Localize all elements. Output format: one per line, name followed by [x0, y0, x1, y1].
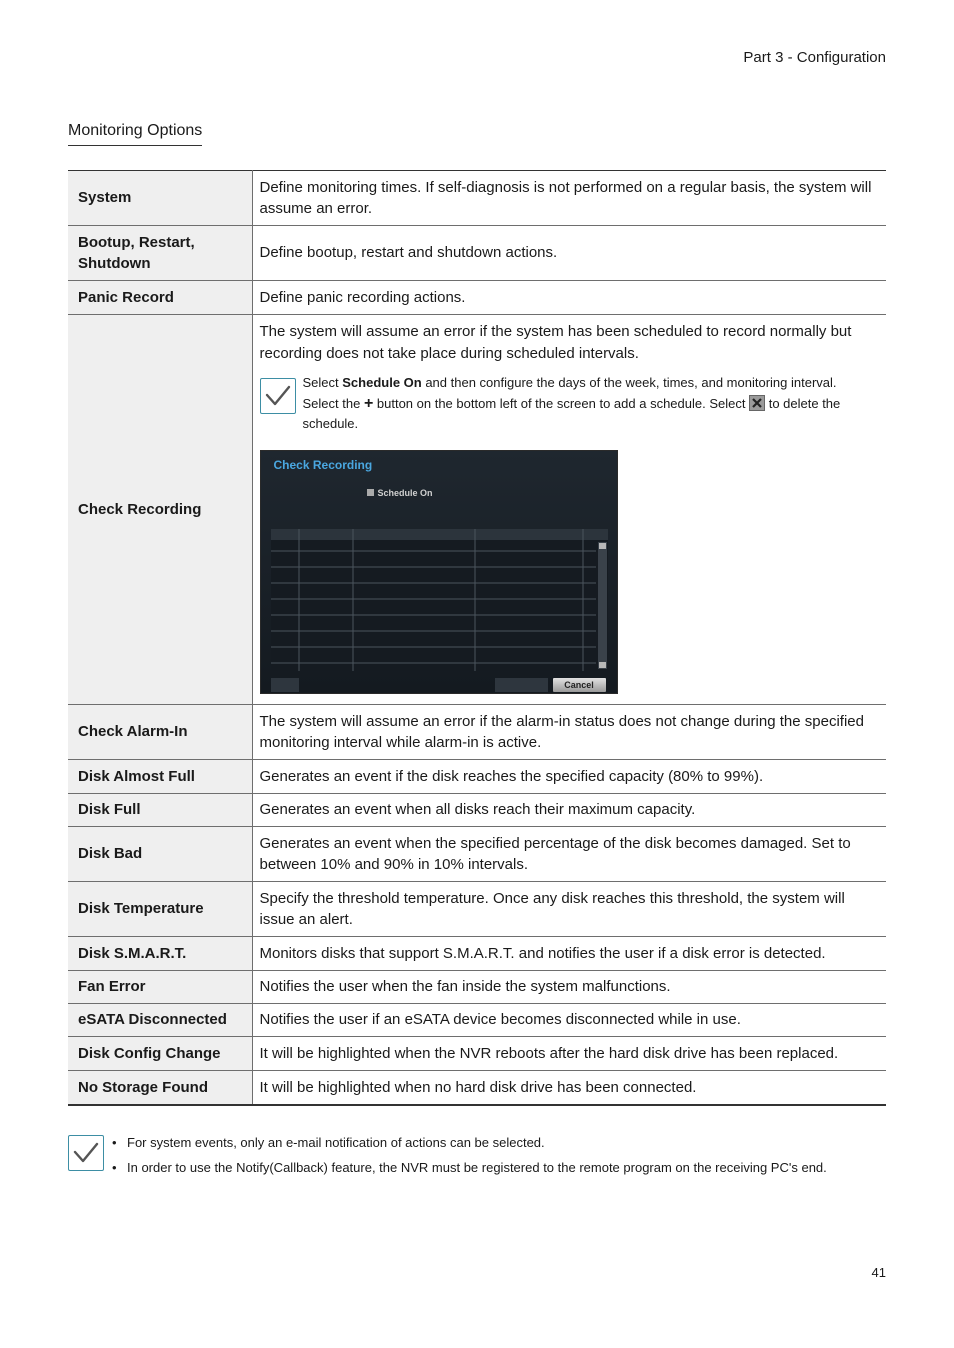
list-item: • For system events, only an e-mail notification of actions can be selected. [112, 1132, 827, 1157]
plus-icon: + [363, 394, 374, 412]
bottom-note [68, 1132, 827, 1182]
option-name: Disk S.M.A.R.T. [68, 937, 252, 971]
ok-button-dim [495, 678, 548, 692]
options-table [68, 170, 886, 1106]
note-list [104, 1132, 827, 1182]
table-row [68, 1004, 886, 1037]
option-desc-cell [252, 315, 886, 705]
table-row [68, 827, 886, 882]
schedule-grid [271, 529, 608, 671]
option-desc: It will be highlighted when no hard disk drive has been connected. [252, 1071, 886, 1105]
table-row [68, 794, 886, 827]
option-name: Check Alarm-In [68, 705, 252, 760]
table-row [68, 937, 886, 971]
check-recording-screenshot [260, 450, 618, 694]
option-name: Bootup, Restart, Shutdown [68, 226, 252, 281]
check-note-icon [260, 378, 296, 414]
option-desc: Notifies the user when the fan inside the system malfunctions. [252, 971, 886, 1004]
option-desc: Generates an event if the disk reaches the specified capacity (80% to 99%). [252, 760, 886, 794]
page-number: 41 [871, 1265, 886, 1280]
note-box [260, 373, 877, 435]
table-row [68, 760, 886, 794]
table-row [68, 882, 886, 937]
list-item: • In order to use the Notify(Callback) feature, the NVR must be registered to the remote program on the receiving PC's end. [112, 1157, 827, 1182]
schedule-on-label: Schedule On [342, 375, 422, 391]
note-text: Select Schedule On and then configure the days of the week, times, and monitoring interval. Select the + button on the bottom left of the screen to add a schedule. Select to delete the schedule. [302, 375, 841, 432]
table-row [68, 171, 886, 226]
option-name: Disk Almost Full [68, 760, 252, 794]
option-desc: Monitors disks that support S.M.A.R.T. and notifies the user if a disk error is detected. [252, 937, 886, 971]
option-desc: Specify the threshold temperature. Once any disk reaches this threshold, the system will issue an alert. [252, 882, 886, 937]
table-row [68, 1071, 886, 1105]
option-name: Disk Full [68, 794, 252, 827]
option-desc: Define panic recording actions. [252, 281, 886, 315]
option-name: Check Recording [68, 315, 252, 705]
add-button-dim [271, 678, 299, 692]
section-title: Monitoring Options [68, 122, 202, 146]
option-desc: The system will assume an error if the alarm-in status does not change during the specified monitoring interval while alarm-in is active. [252, 705, 886, 760]
table-row [68, 281, 886, 315]
option-name: Disk Temperature [68, 882, 252, 937]
table-row [68, 315, 886, 705]
cancel-button: Cancel [553, 678, 606, 692]
checkbox-square-icon [367, 489, 374, 496]
option-desc: Notifies the user if an eSATA device becomes disconnected while in use. [252, 1004, 886, 1037]
option-desc: Define monitoring times. If self-diagnosis is not performed on a regular basis, the system will assume an error. [252, 171, 886, 226]
option-name: System [68, 171, 252, 226]
option-name: Panic Record [68, 281, 252, 315]
delete-x-icon [749, 395, 765, 411]
option-desc: Generates an event when all disks reach their maximum capacity. [252, 794, 886, 827]
table-row [68, 971, 886, 1004]
option-desc: Define bootup, restart and shutdown actions. [252, 226, 886, 281]
option-desc: Generates an event when the specified percentage of the disk becomes damaged. Set to between 10% and 90% in 10% intervals. [252, 827, 886, 882]
screenshot-title: Check Recording [273, 457, 373, 472]
option-desc: The system will assume an error if the system has been scheduled to record normally but recording does not take place during scheduled intervals. [259, 323, 852, 362]
schedule-on-checkbox: Schedule On [367, 483, 433, 505]
table-row [68, 1037, 886, 1071]
option-desc: It will be highlighted when the NVR reboots after the hard disk drive has been replaced. [252, 1037, 886, 1071]
table-row [68, 705, 886, 760]
option-name: Fan Error [68, 971, 252, 1004]
table-row [68, 226, 886, 281]
option-name: Disk Bad [68, 827, 252, 882]
option-name: Disk Config Change [68, 1037, 252, 1071]
page-header: Part 3 - Configuration [743, 49, 886, 66]
option-name: No Storage Found [68, 1071, 252, 1105]
option-name: eSATA Disconnected [68, 1004, 252, 1037]
check-note-icon [68, 1135, 104, 1171]
